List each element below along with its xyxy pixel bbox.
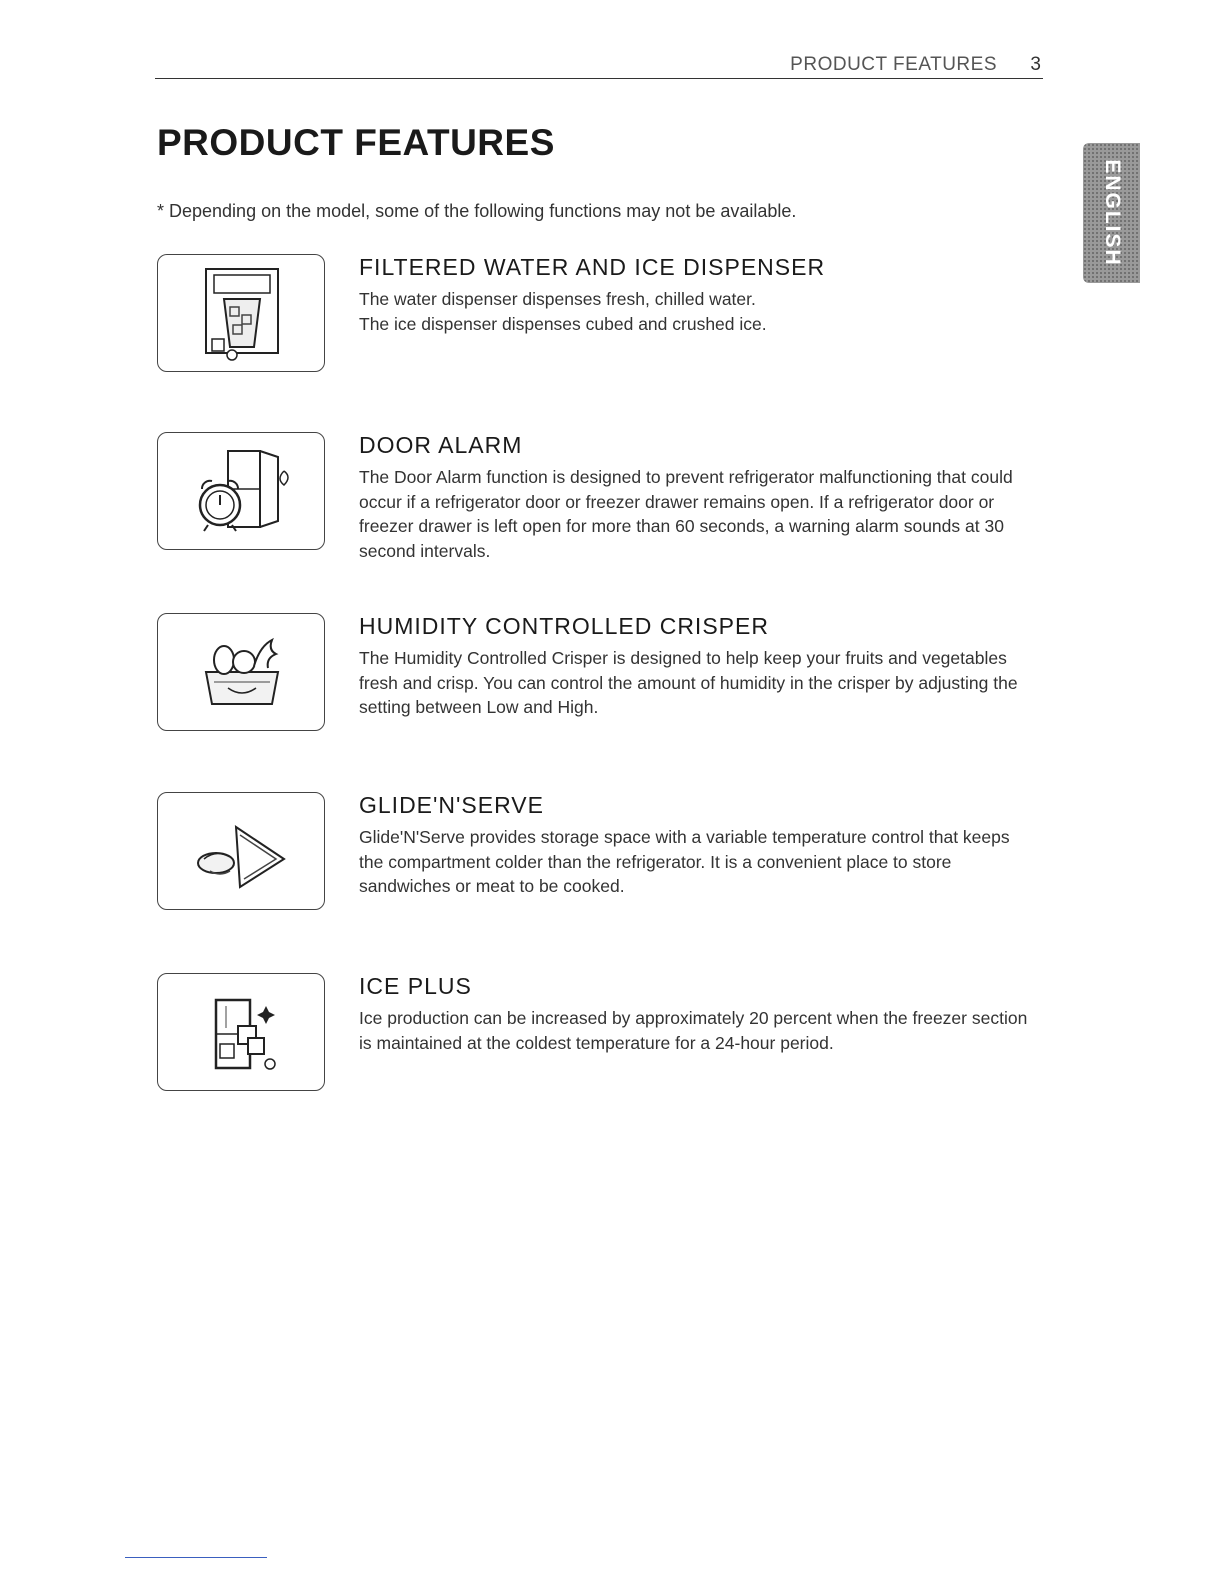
door-alarm-clock-icon (192, 441, 292, 541)
ice-cubes-freezer-icon (192, 982, 292, 1082)
sandwich-icon (192, 801, 292, 901)
language-tab-label: ENGLISH (1100, 159, 1124, 267)
feature-description: Ice production can be increased by approximately 20 percent when the freezer section is maintained at the coldest temperature for a 24-hour period. (359, 1008, 1028, 1053)
running-header-title: PRODUCT FEATURES (790, 54, 997, 75)
footer-rule (125, 1557, 267, 1558)
feature-icon-frame (157, 792, 325, 910)
feature-icon-frame (157, 254, 325, 372)
language-tab (1083, 143, 1140, 283)
water-ice-dispenser-icon (192, 263, 292, 363)
availability-note: * Depending on the model, some of the following functions may not be available. (157, 201, 797, 221)
running-header (155, 54, 1043, 79)
feature-description: The Door Alarm function is designed to prevent refrigerator malfunctioning that could occur if a refrigerator door or freezer drawer remains open. If a refrigerator door or freezer drawer is left open for more than 60 seconds, a warning alarm sounds at 30 second intervals. (359, 467, 1013, 561)
feature-icon-frame (157, 973, 325, 1091)
feature-title: GLIDE'N'SERVE (359, 792, 544, 818)
feature-icon-frame (157, 432, 325, 550)
page-title: PRODUCT FEATURES (157, 122, 555, 163)
vegetable-crisper-icon (192, 622, 292, 722)
feature-title: HUMIDITY CONTROLLED CRISPER (359, 613, 769, 639)
page-number: 3 (1030, 54, 1041, 75)
feature-icon-frame (157, 613, 325, 731)
feature-description: Glide'N'Serve provides storage space with a variable temperature control that keeps the compartment colder than the refrigerator. It is a convenient place to store sandwiches or meat to be cooked. (359, 827, 1010, 896)
feature-title: FILTERED WATER AND ICE DISPENSER (359, 254, 826, 280)
feature-description: The water dispenser dispenses fresh, chilled water. The ice dispenser dispenses cubed and crushed ice. (359, 289, 767, 334)
feature-description: The Humidity Controlled Crisper is designed to help keep your fruits and vegetables fresh and crisp. You can control the amount of humidity in the crisper by adjusting the setting between Low and High. (359, 648, 1018, 717)
feature-title: ICE PLUS (359, 973, 472, 999)
feature-title: DOOR ALARM (359, 432, 523, 458)
